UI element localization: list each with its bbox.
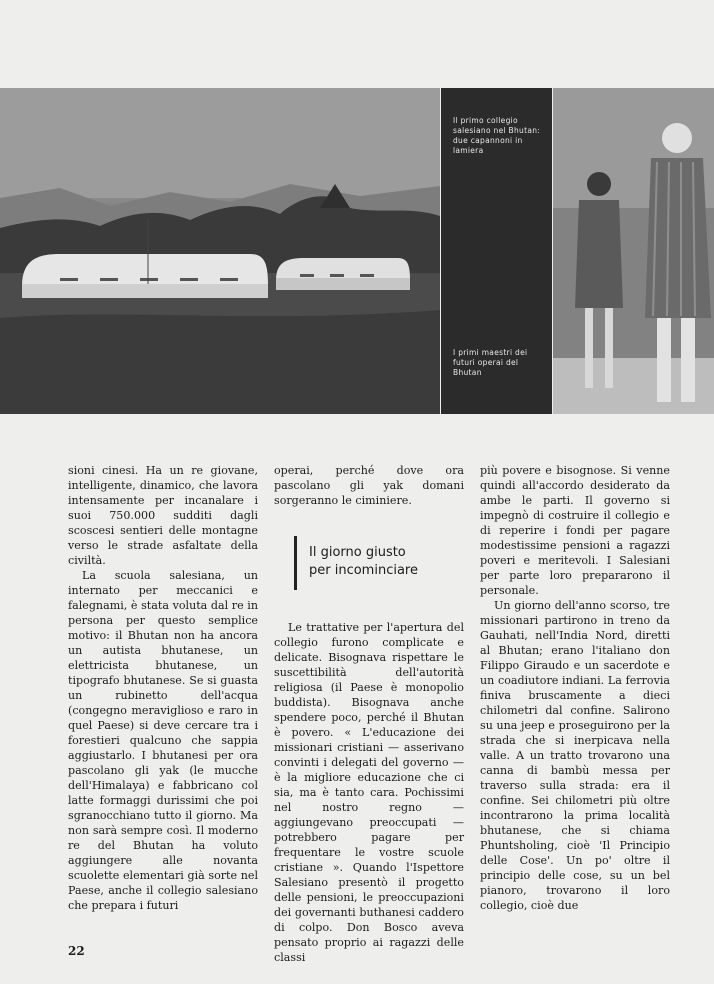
text-column-3 <box>480 463 670 913</box>
text-column-2 <box>274 463 464 965</box>
photo-caption-top: Il primo collegio salesiano nel Bhutan: due capannoni in lamiera <box>453 116 541 155</box>
section-heading <box>294 536 464 590</box>
section-heading-line-2: per incominciare <box>309 563 418 578</box>
caption-band <box>441 88 552 414</box>
paragraph: più povere e bisognose. Si venne quindi all'accordo desiderato da ambe le parti. Il governo si impegnò di costruire il collegio e di reperire i fondi per pagare modestissime pensioni a ragazzi poveri e meritevoli. I Salesiani per parte loro prepararono il personale. <box>480 464 670 597</box>
college-sheds-photo <box>0 88 440 414</box>
text-column-1 <box>68 463 258 913</box>
paragraph: Un giorno dell'anno scorso, tre missionari partirono in treno da Gauhati, nell'India Nord, diretti al Bhutan; erano l'italiano don Filippo Giraudo e un sacerdote e un coadiutore indiani. La ferrovia finiva bruscamente a dieci chilometri dal confine. Salirono su una jeep e proseguirono per la strada che si inerpicava nella valle. A un tratto trovarono una canna di bambù messa per traverso sulla strada: era il confine. Sei chilometri più oltre incontrarono la prima località bhutanese, che si chiama Phuntsholing, cioè 'Il Principio delle Cose'. Un po' oltre il principio delle cose, su un bel pianoro, trovarono il loro collegio, cioè due <box>480 599 670 912</box>
paragraph: operai, perché dove ora pascolano gli yak domani sorgeranno le ciminiere. <box>274 464 464 507</box>
paragraph: sioni cinesi. Ha un re giovane, intelligente, dinamico, che lavora intensamente per incanalare i suoi 750.000 sudditi dagli scoscesi sentieri delle montagne verso le strade asfaltate della civiltà. <box>68 464 258 567</box>
photo-caption-bottom: I primi maestri dei futuri operai del Bhutan <box>453 348 528 377</box>
paragraph: La scuola salesiana, un internato per meccanici e falegnami, è stata voluta dal re in persona per questo semplice motivo: il Bhutan non ha ancora un autista bhutanese, un elettricista bhutanese, un tipografo bhutanese. Se si guasta un rubinetto dell'acqua (congegno meraviglioso e raro in quel Paese) si deve cercare tra i forestieri qualcuno che sappia aggiustarlo. I bhutanesi per ora pascolano gli yak (le mucche dell'Himalaya) e fabbricano col latte formaggi durissimi che poi sgranocchiano tutto il giorno. Ma non sarà sempre così. Il moderno re del Bhutan ha voluto aggiungere alle novanta scuolette elementari già sorte nel Paese, anche il collegio salesiano che prepara i futuri <box>68 569 258 912</box>
page-number: 22 <box>68 944 85 958</box>
teachers-photo <box>553 88 714 414</box>
paragraph: Le trattative per l'apertura del collegio furono complicate e delicate. Bisognava rispettare le suscettibilità dell'autorità religiosa (il Paese è monopolio buddista). Bisognava anche spendere poco, perché il Bhutan è povero. « L'educazione dei missionari cristiani — asserivano convinti i delegati del governo — è la migliore educazione che ci sia, ma è tanto cara. Pochissimi nel nostro regno — aggiungevano preoccupati — potrebbero pagare per frequentare le vostre scuole cristiane ». Quando l'Ispettore Salesiano presentò il progetto delle pensioni, le preoccupazioni dei governanti buthanesi caddero di colpo. Don Bosco aveva pensato proprio ai ragazzi delle classi <box>274 621 464 964</box>
section-heading-line-1: Il giorno giusto <box>309 545 406 560</box>
